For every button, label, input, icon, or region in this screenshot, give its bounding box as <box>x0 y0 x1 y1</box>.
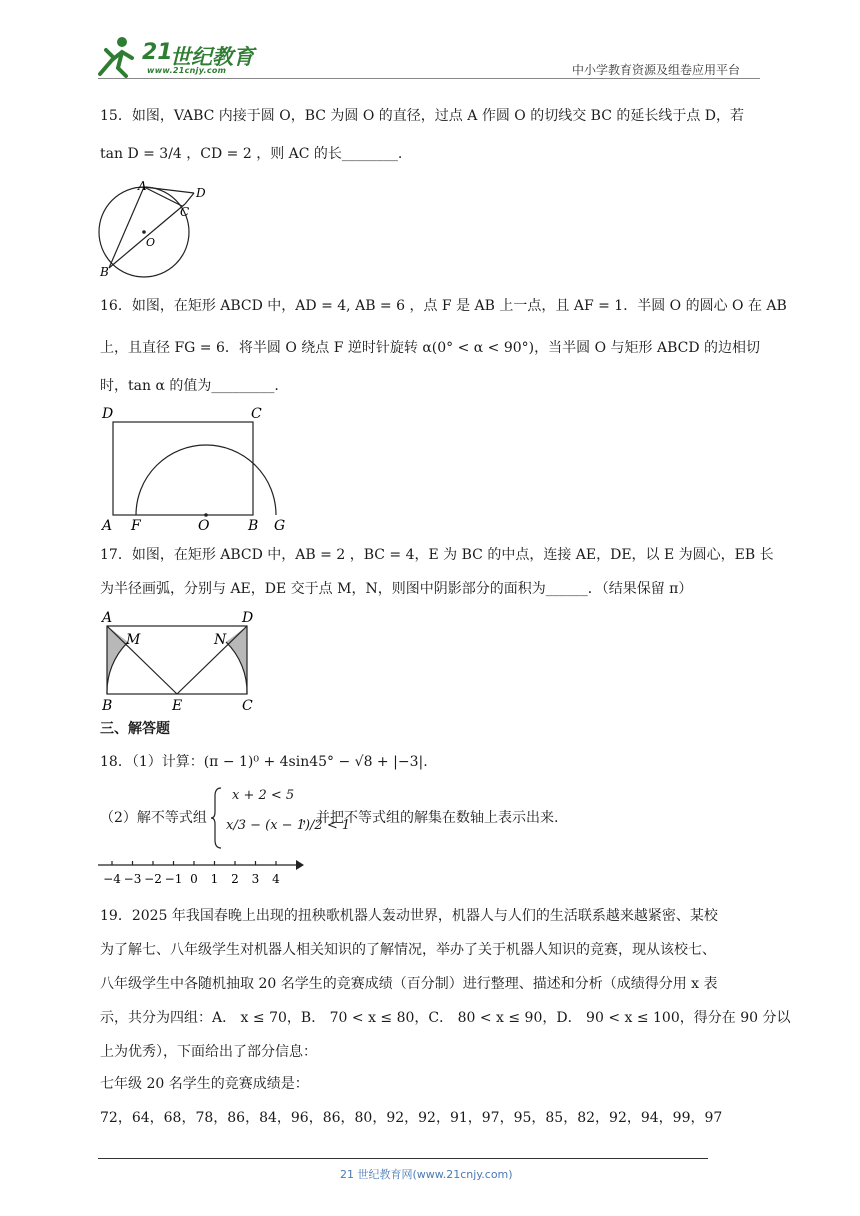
q18-inequality-1: x + 2 < 5 <box>232 788 295 803</box>
q18-brace <box>210 786 224 850</box>
header-divider <box>98 78 760 79</box>
q16-semicircle <box>136 445 276 515</box>
logo-number: 21 <box>142 40 173 65</box>
q17-label-d: D <box>242 610 254 626</box>
number-line-arrow-icon <box>296 860 304 870</box>
q15-label-o: O <box>146 236 156 249</box>
q16-line3: 时，tan α 的值为_________. <box>100 378 279 394</box>
q18-part2-prefix: （2）解不等式组 <box>100 810 207 826</box>
q18-inequality-2: x/3 − (x − 1)/2 < 1 <box>226 818 351 833</box>
q16-label-c: C <box>251 406 262 422</box>
q15-label-c: C <box>180 205 190 219</box>
q17-line-ae <box>107 626 177 694</box>
section-heading: 三、解答题 <box>100 721 170 737</box>
q17-figure <box>96 606 266 714</box>
q18-part1: 18．（1）计算：(π − 1)⁰ + 4sin45° − √8 + |−3|. <box>100 754 428 770</box>
q15-center-point <box>142 230 146 234</box>
q16-label-o: O <box>198 518 210 532</box>
q16-line2: 上，且直径 FG = 6．将半圆 O 绕点 F 逆时针旋转 α(0° < α < 90°)，当半圆 O 与矩形 ABCD 的边相切 <box>100 340 761 356</box>
number-line-label: 1 <box>210 872 219 886</box>
q17-label-a: A <box>102 610 113 626</box>
q17-line-de <box>177 626 247 694</box>
q19-line2: 为了解七、八年级学生对机器人相关知识的了解情况，举办了关于机器人知识的竞赛，现从该校七、 <box>100 942 716 958</box>
q16-label-g: G <box>274 518 286 532</box>
runner-logo-icon <box>92 34 138 78</box>
q17-label-n: N <box>214 632 227 648</box>
footer-text: 21 世纪教育网(www.21cnjy.com) <box>340 1168 513 1181</box>
q17-label-m: M <box>126 632 141 648</box>
number-line-label: 2 <box>231 872 239 886</box>
number-line-label: −3 <box>123 872 142 886</box>
q16-label-a: A <box>102 518 113 532</box>
number-line-label: −4 <box>103 872 121 886</box>
number-line-label: 3 <box>251 872 260 886</box>
q15-figure <box>92 180 222 280</box>
q16-label-d: D <box>102 406 114 422</box>
q17-label-e: E <box>172 698 183 714</box>
number-line-label: −1 <box>164 872 183 886</box>
q16-rectangle <box>113 422 253 515</box>
number-line-label: 0 <box>190 872 198 886</box>
q17-label-b: B <box>102 698 113 714</box>
q16-center-point <box>204 513 208 517</box>
q15-label-d: D <box>196 186 206 200</box>
q15-line2: tan D = 3/4 ，CD = 2 ，则 AC 的长________. <box>100 146 403 162</box>
number-line-label: 4 <box>272 872 280 886</box>
q15-line1: 15．如图，VABC 内接于圆 O，BC 为圆 O 的直径，过点 A 作圆 O 的切线交 BC 的延长线于点 D，若 <box>100 108 745 124</box>
footer-divider <box>98 1158 708 1159</box>
q15-label-b: B <box>100 265 109 279</box>
logo-text: 世纪教育 <box>170 45 254 69</box>
q19-line3: 八年级学生中各随机抽取 20 名学生的竞赛成绩（百分制）进行整理、描述和分析（成绩得分用 x 表 <box>100 976 718 992</box>
q16-label-b: B <box>248 518 259 532</box>
q17-label-c: C <box>242 698 253 714</box>
q16-figure <box>96 402 296 532</box>
q15-line-cd <box>185 193 194 204</box>
q17-line1: 17．如图，在矩形 ABCD 中，AB = 2 ，BC = 4，E 为 BC 的中点，连接 AE，DE，以 E 为圆心，EB 长 <box>100 547 774 563</box>
q18-part2-suffix: ，并把不等式组的解集在数轴上表示出来. <box>302 810 559 826</box>
platform-name: 中小学教育资源及组卷应用平台 <box>572 63 741 77</box>
q16-line1: 16．如图，在矩形 ABCD 中，AD = 4, AB = 6 ，点 F 是 AB 上一点，且 AF = 1．半圆 O 的圆心 O 在 AB <box>100 298 787 314</box>
q15-tangent-ad <box>144 187 194 193</box>
q19-scores: 72，64，68，78，86，84，96，86，80，92，92，91，97，95，85，82，92，94，99，97 <box>100 1110 723 1126</box>
q15-label-a: A <box>138 180 147 193</box>
q17-line2: 为半径画弧，分别与 AE，DE 交于点 M，N，则图中阴影部分的面积为______．（结果保留 π） <box>100 581 693 597</box>
q15-line-ab <box>109 187 144 268</box>
q19-line6: 七年级 20 名学生的竞赛成绩是： <box>100 1076 309 1092</box>
q16-label-f: F <box>131 518 141 532</box>
logo-url: www.21cnjy.com <box>147 66 227 75</box>
q19-line1: 19．2025 年我国春晚上出现的扭秧歌机器人轰动世界，机器人与人们的生活联系越来越紧密、某校 <box>100 908 718 924</box>
q18-number-line <box>96 856 306 888</box>
q19-line4: 示，共分为四组：A． x ≤ 70，B． 70 < x ≤ 80，C． 80 < x ≤ 90，D． 90 < x ≤ 100，得分在 90 分以 <box>100 1010 791 1026</box>
q19-line5: 上为优秀），下面给出了部分信息： <box>100 1044 317 1060</box>
number-line-label: −2 <box>144 872 162 886</box>
